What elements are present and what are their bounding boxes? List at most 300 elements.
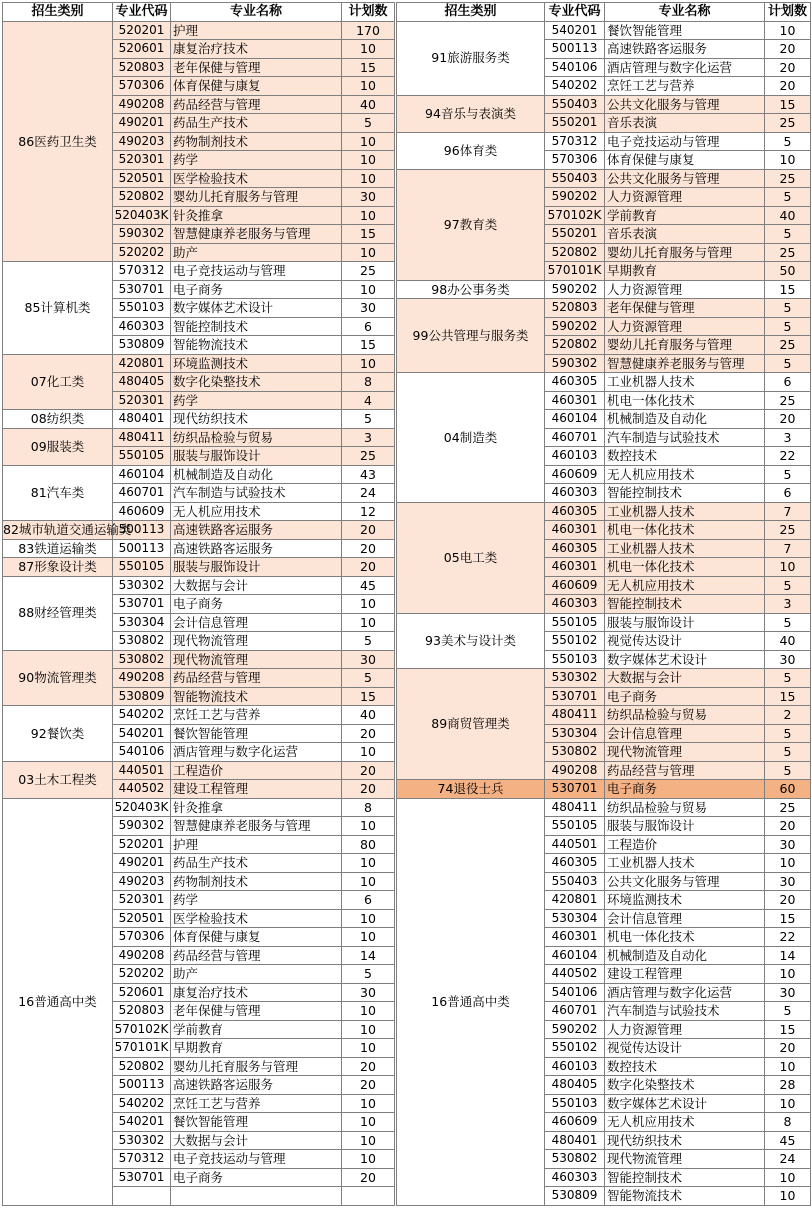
major-name-cell: 药学 bbox=[171, 151, 342, 170]
plan-count-cell: 10 bbox=[342, 1113, 395, 1132]
major-code-cell: 530809 bbox=[545, 1187, 605, 1206]
major-name-cell: 餐饮智能管理 bbox=[171, 724, 342, 743]
major-name-cell: 医学检验技术 bbox=[171, 909, 342, 928]
major-name-cell: 老年保健与管理 bbox=[605, 299, 765, 318]
plan-count-cell: 30 bbox=[342, 650, 395, 669]
category-cell: 81汽车类 bbox=[3, 465, 113, 521]
table-row bbox=[3, 761, 395, 780]
major-code-cell: 590302 bbox=[545, 354, 605, 373]
major-code-cell: 460609 bbox=[113, 502, 171, 521]
plan-count-cell: 20 bbox=[342, 1057, 395, 1076]
major-code-cell: 550201 bbox=[545, 225, 605, 244]
major-name-cell: 电子商务 bbox=[171, 1168, 342, 1187]
major-name-cell: 药品经营与管理 bbox=[171, 669, 342, 688]
major-name-cell: 建设工程管理 bbox=[171, 780, 342, 799]
category-cell: 90物流管理类 bbox=[3, 650, 113, 706]
major-code-cell: 440501 bbox=[545, 835, 605, 854]
major-code-cell: 480401 bbox=[545, 1131, 605, 1150]
table-row bbox=[3, 354, 395, 373]
major-name-cell: 智慧健康养老服务与管理 bbox=[171, 225, 342, 244]
table-row bbox=[3, 428, 395, 447]
header-code: 专业代码 bbox=[113, 3, 171, 22]
plan-count-cell: 43 bbox=[342, 465, 395, 484]
plan-count-cell: 5 bbox=[342, 669, 395, 688]
major-code-cell: 460103 bbox=[545, 1057, 605, 1076]
category-cell: 74退役士兵 bbox=[397, 780, 545, 799]
table-row bbox=[3, 650, 395, 669]
plan-count-cell: 24 bbox=[342, 484, 395, 503]
major-name-cell: 学前教育 bbox=[171, 1020, 342, 1039]
major-code-cell: 500113 bbox=[113, 1076, 171, 1095]
major-code-cell: 570306 bbox=[113, 928, 171, 947]
major-code-cell: 500113 bbox=[545, 40, 605, 59]
category-cell: 16普通高中类 bbox=[397, 798, 545, 1205]
plan-count-cell: 20 bbox=[765, 1039, 811, 1058]
major-code-cell: 590202 bbox=[545, 317, 605, 336]
plan-count-cell: 15 bbox=[342, 58, 395, 77]
major-code-cell: 570102K bbox=[113, 1020, 171, 1039]
plan-count-cell: 6 bbox=[342, 891, 395, 910]
major-code-cell: 550102 bbox=[545, 632, 605, 651]
major-name-cell: 现代物流管理 bbox=[605, 1150, 765, 1169]
plan-count-cell: 5 bbox=[765, 613, 811, 632]
major-name-cell: 会计信息管理 bbox=[171, 613, 342, 632]
major-name-cell: 康复治疗技术 bbox=[171, 40, 342, 59]
major-code-cell: 490203 bbox=[113, 872, 171, 891]
major-name-cell: 酒店管理与数字化运营 bbox=[605, 983, 765, 1002]
major-name-cell: 工业机器人技术 bbox=[605, 854, 765, 873]
plan-count-cell: 30 bbox=[765, 983, 811, 1002]
major-code-cell: 420801 bbox=[113, 354, 171, 373]
plan-count-cell: 30 bbox=[342, 983, 395, 1002]
header-name: 专业名称 bbox=[605, 3, 765, 22]
major-code-cell: 540202 bbox=[545, 77, 605, 96]
major-code-cell: 550105 bbox=[113, 558, 171, 577]
major-name-cell: 无人机应用技术 bbox=[605, 576, 765, 595]
major-name-cell: 视觉传达设计 bbox=[605, 632, 765, 651]
major-code-cell: 540202 bbox=[113, 1094, 171, 1113]
major-code-cell: 570312 bbox=[545, 132, 605, 151]
major-name-cell: 机械制造及自动化 bbox=[171, 465, 342, 484]
major-name-cell: 餐饮智能管理 bbox=[605, 21, 765, 40]
major-code-cell: 480405 bbox=[545, 1076, 605, 1095]
header-row bbox=[397, 3, 811, 22]
major-code-cell: 530302 bbox=[113, 576, 171, 595]
plan-count-cell: 5 bbox=[765, 465, 811, 484]
major-code-cell: 460305 bbox=[545, 539, 605, 558]
major-code-cell: 520202 bbox=[113, 243, 171, 262]
plan-count-cell: 10 bbox=[342, 169, 395, 188]
major-name-cell: 音乐表演 bbox=[605, 114, 765, 133]
major-code-cell: 590202 bbox=[545, 1020, 605, 1039]
plan-count-cell: 10 bbox=[765, 151, 811, 170]
major-code-cell: 530701 bbox=[113, 1168, 171, 1187]
major-name-cell: 环境监测技术 bbox=[605, 891, 765, 910]
plan-count-cell: 30 bbox=[765, 650, 811, 669]
plan-count-cell: 10 bbox=[342, 613, 395, 632]
major-name-cell: 针灸推拿 bbox=[171, 798, 342, 817]
left-table-body bbox=[3, 21, 395, 1205]
major-code-cell: 530302 bbox=[113, 1131, 171, 1150]
major-name-cell: 电子商务 bbox=[605, 687, 765, 706]
plan-count-cell: 25 bbox=[765, 798, 811, 817]
major-code-cell: 590302 bbox=[113, 225, 171, 244]
major-name-cell: 药品生产技术 bbox=[171, 114, 342, 133]
major-code-cell: 530701 bbox=[113, 280, 171, 299]
plan-count-cell: 10 bbox=[342, 1002, 395, 1021]
major-code-cell: 490208 bbox=[113, 669, 171, 688]
major-name-cell: 学前教育 bbox=[605, 206, 765, 225]
plan-count-cell: 10 bbox=[765, 854, 811, 873]
major-code-cell: 530304 bbox=[545, 909, 605, 928]
plan-count-cell: 25 bbox=[765, 521, 811, 540]
major-name-cell: 体育保健与康复 bbox=[171, 928, 342, 947]
major-code-cell: 460701 bbox=[113, 484, 171, 503]
major-code-cell: 530302 bbox=[545, 669, 605, 688]
plan-count-cell: 40 bbox=[765, 632, 811, 651]
plan-count-cell: 25 bbox=[765, 114, 811, 133]
major-code-cell: 540201 bbox=[113, 724, 171, 743]
major-code-cell: 520802 bbox=[113, 1057, 171, 1076]
plan-count-cell: 5 bbox=[765, 317, 811, 336]
plan-count-cell: 10 bbox=[342, 1094, 395, 1113]
major-name-cell: 大数据与会计 bbox=[605, 669, 765, 688]
major-name-cell: 现代纺织技术 bbox=[171, 410, 342, 429]
plan-count-cell: 25 bbox=[765, 243, 811, 262]
major-name-cell: 数字媒体艺术设计 bbox=[605, 1094, 765, 1113]
major-name-cell: 药学 bbox=[171, 391, 342, 410]
major-code-cell: 460701 bbox=[545, 1002, 605, 1021]
major-code-cell: 520301 bbox=[113, 151, 171, 170]
plan-count-cell: 30 bbox=[765, 835, 811, 854]
major-name-cell: 电子竞技运动与管理 bbox=[605, 132, 765, 151]
major-name-cell: 现代物流管理 bbox=[171, 632, 342, 651]
plan-count-cell: 25 bbox=[765, 391, 811, 410]
major-code-cell: 570101K bbox=[113, 1039, 171, 1058]
table-row bbox=[397, 280, 811, 299]
major-name-cell: 早期教育 bbox=[605, 262, 765, 281]
plan-count-cell: 25 bbox=[765, 169, 811, 188]
major-name-cell: 机电一体化技术 bbox=[605, 558, 765, 577]
major-name-cell: 纺织品检验与贸易 bbox=[605, 706, 765, 725]
major-code-cell: 500113 bbox=[113, 539, 171, 558]
plan-count-cell: 8 bbox=[765, 1113, 811, 1132]
major-name-cell: 智慧健康养老服务与管理 bbox=[605, 354, 765, 373]
plan-count-cell: 15 bbox=[765, 909, 811, 928]
major-code-cell: 460609 bbox=[545, 576, 605, 595]
major-name-cell: 工业机器人技术 bbox=[605, 373, 765, 392]
major-name-cell: 婴幼儿托育服务与管理 bbox=[171, 188, 342, 207]
major-code-cell: 460305 bbox=[545, 373, 605, 392]
major-name-cell: 数字化染整技术 bbox=[171, 373, 342, 392]
major-code-cell: 550103 bbox=[545, 1094, 605, 1113]
plan-count-cell: 20 bbox=[342, 780, 395, 799]
plan-count-cell: 30 bbox=[342, 299, 395, 318]
major-name-cell: 工程造价 bbox=[171, 761, 342, 780]
major-code-cell: 490208 bbox=[113, 95, 171, 114]
plan-count-cell: 10 bbox=[765, 1187, 811, 1206]
major-name-cell: 酒店管理与数字化运营 bbox=[605, 58, 765, 77]
major-code-cell: 520301 bbox=[113, 391, 171, 410]
major-code-cell: 590202 bbox=[545, 280, 605, 299]
plan-count-cell: 10 bbox=[342, 1039, 395, 1058]
major-code-cell: 530802 bbox=[113, 650, 171, 669]
major-code-cell: 530304 bbox=[113, 613, 171, 632]
plan-count-cell: 10 bbox=[765, 1057, 811, 1076]
major-code-cell: 490208 bbox=[113, 946, 171, 965]
plan-count-cell: 10 bbox=[342, 1131, 395, 1150]
major-code-cell: 440502 bbox=[113, 780, 171, 799]
major-code-cell: 460303 bbox=[545, 484, 605, 503]
major-name-cell: 电子竞技运动与管理 bbox=[171, 262, 342, 281]
plan-count-cell: 10 bbox=[342, 1020, 395, 1039]
plan-count-cell: 5 bbox=[765, 576, 811, 595]
major-code-cell: 460104 bbox=[113, 465, 171, 484]
major-name-cell: 电子竞技运动与管理 bbox=[171, 1150, 342, 1169]
plan-count-cell: 20 bbox=[765, 77, 811, 96]
major-code-cell: 520803 bbox=[113, 58, 171, 77]
plan-count-cell: 40 bbox=[342, 95, 395, 114]
plan-count-cell: 25 bbox=[342, 447, 395, 466]
major-name-cell: 药品生产技术 bbox=[171, 854, 342, 873]
major-code-cell bbox=[113, 1187, 171, 1206]
plan-count-cell: 40 bbox=[342, 706, 395, 725]
header-plan: 计划数 bbox=[765, 3, 811, 22]
table-row bbox=[397, 780, 811, 799]
major-code-cell: 550403 bbox=[545, 169, 605, 188]
major-name-cell: 药学 bbox=[171, 891, 342, 910]
major-name-cell: 数字媒体艺术设计 bbox=[171, 299, 342, 318]
major-name-cell: 高速铁路客运服务 bbox=[171, 1076, 342, 1095]
plan-count-cell: 10 bbox=[765, 1094, 811, 1113]
major-code-cell: 550102 bbox=[545, 1039, 605, 1058]
table-row bbox=[3, 558, 395, 577]
major-name-cell: 公共文化服务与管理 bbox=[605, 169, 765, 188]
plan-count-cell: 40 bbox=[765, 206, 811, 225]
major-code-cell: 460103 bbox=[545, 447, 605, 466]
major-name-cell: 服装与服饰设计 bbox=[605, 613, 765, 632]
major-code-cell: 520501 bbox=[113, 169, 171, 188]
plan-count-cell: 15 bbox=[765, 95, 811, 114]
major-code-cell: 490203 bbox=[113, 132, 171, 151]
plan-count-cell: 5 bbox=[765, 354, 811, 373]
major-name-cell: 婴幼儿托育服务与管理 bbox=[171, 1057, 342, 1076]
header-name: 专业名称 bbox=[171, 3, 342, 22]
major-name-cell: 体育保健与康复 bbox=[171, 77, 342, 96]
major-name-cell: 电子商务 bbox=[171, 280, 342, 299]
major-name-cell: 环境监测技术 bbox=[171, 354, 342, 373]
table-row bbox=[3, 576, 395, 595]
plan-count-cell: 10 bbox=[342, 743, 395, 762]
major-name-cell: 现代物流管理 bbox=[171, 650, 342, 669]
major-name-cell: 工业机器人技术 bbox=[605, 539, 765, 558]
plan-count-cell: 3 bbox=[765, 595, 811, 614]
table-row bbox=[397, 299, 811, 318]
right-enrollment-table bbox=[396, 2, 811, 1206]
table-row bbox=[3, 706, 395, 725]
major-code-cell: 570312 bbox=[113, 262, 171, 281]
major-code-cell: 520601 bbox=[113, 40, 171, 59]
table-row bbox=[397, 373, 811, 392]
plan-count-cell: 3 bbox=[342, 428, 395, 447]
plan-count-cell: 10 bbox=[342, 77, 395, 96]
major-code-cell: 540201 bbox=[545, 21, 605, 40]
major-code-cell: 460303 bbox=[545, 1168, 605, 1187]
category-cell: 86医药卫生类 bbox=[3, 21, 113, 262]
plan-count-cell: 5 bbox=[765, 761, 811, 780]
plan-count-cell: 24 bbox=[765, 1150, 811, 1169]
plan-count-cell: 5 bbox=[765, 188, 811, 207]
plan-count-cell: 10 bbox=[342, 206, 395, 225]
category-cell: 93美术与设计类 bbox=[397, 613, 545, 669]
plan-count-cell: 5 bbox=[342, 632, 395, 651]
major-code-cell: 490201 bbox=[113, 854, 171, 873]
header-row bbox=[3, 3, 395, 22]
major-code-cell: 530701 bbox=[113, 595, 171, 614]
plan-count-cell: 5 bbox=[765, 1002, 811, 1021]
major-code-cell: 550105 bbox=[545, 817, 605, 836]
major-code-cell: 530701 bbox=[545, 687, 605, 706]
major-name-cell: 药品经营与管理 bbox=[605, 761, 765, 780]
plan-count-cell: 22 bbox=[765, 928, 811, 947]
major-code-cell: 420801 bbox=[545, 891, 605, 910]
plan-count-cell: 5 bbox=[765, 724, 811, 743]
major-name-cell: 无人机应用技术 bbox=[605, 1113, 765, 1132]
plan-count-cell: 12 bbox=[342, 502, 395, 521]
major-name-cell: 大数据与会计 bbox=[171, 1131, 342, 1150]
major-code-cell: 530802 bbox=[545, 743, 605, 762]
plan-count-cell: 45 bbox=[765, 1131, 811, 1150]
major-name-cell: 早期教育 bbox=[171, 1039, 342, 1058]
plan-count-cell: 10 bbox=[342, 243, 395, 262]
major-code-cell: 520403K bbox=[113, 798, 171, 817]
plan-count-cell: 20 bbox=[342, 539, 395, 558]
category-cell: 04制造类 bbox=[397, 373, 545, 503]
major-name-cell: 高速铁路客运服务 bbox=[171, 539, 342, 558]
plan-count-cell: 5 bbox=[342, 114, 395, 133]
plan-count-cell: 10 bbox=[765, 965, 811, 984]
plan-count-cell: 30 bbox=[765, 872, 811, 891]
category-cell: 92餐饮类 bbox=[3, 706, 113, 762]
category-cell: 09服装类 bbox=[3, 428, 113, 465]
major-name-cell: 现代物流管理 bbox=[605, 743, 765, 762]
major-code-cell: 460609 bbox=[545, 465, 605, 484]
major-name-cell: 老年保健与管理 bbox=[171, 58, 342, 77]
major-name-cell: 智能控制技术 bbox=[605, 595, 765, 614]
major-name-cell: 烹饪工艺与营养 bbox=[171, 706, 342, 725]
category-cell: 85计算机类 bbox=[3, 262, 113, 355]
major-name-cell: 公共文化服务与管理 bbox=[605, 95, 765, 114]
plan-count-cell: 5 bbox=[342, 965, 395, 984]
major-name-cell: 高速铁路客运服务 bbox=[605, 40, 765, 59]
major-name-cell: 体育保健与康复 bbox=[605, 151, 765, 170]
major-name-cell: 无人机应用技术 bbox=[171, 502, 342, 521]
plan-count-cell: 20 bbox=[342, 724, 395, 743]
plan-count-cell: 10 bbox=[342, 132, 395, 151]
plan-count-cell: 10 bbox=[342, 854, 395, 873]
major-name-cell: 数字化染整技术 bbox=[605, 1076, 765, 1095]
major-code-cell: 520301 bbox=[113, 891, 171, 910]
plan-count-cell: 170 bbox=[342, 21, 395, 40]
major-code-cell: 550103 bbox=[545, 650, 605, 669]
plan-count-cell: 10 bbox=[342, 40, 395, 59]
major-code-cell: 460303 bbox=[113, 317, 171, 336]
category-cell: 96体育类 bbox=[397, 132, 545, 169]
major-name-cell: 智能物流技术 bbox=[605, 1187, 765, 1206]
major-name-cell: 无人机应用技术 bbox=[605, 465, 765, 484]
plan-count-cell: 20 bbox=[342, 761, 395, 780]
major-name-cell: 数控技术 bbox=[605, 447, 765, 466]
major-name-cell: 电子商务 bbox=[605, 780, 765, 799]
major-name-cell: 护理 bbox=[171, 835, 342, 854]
major-code-cell: 460609 bbox=[545, 1113, 605, 1132]
header-category: 招生类别 bbox=[3, 3, 113, 22]
major-name-cell: 人力资源管理 bbox=[605, 188, 765, 207]
major-name-cell: 公共文化服务与管理 bbox=[605, 872, 765, 891]
major-name-cell: 婴幼儿托育服务与管理 bbox=[605, 243, 765, 262]
major-code-cell: 520803 bbox=[545, 299, 605, 318]
plan-count-cell: 30 bbox=[342, 188, 395, 207]
table-row bbox=[397, 95, 811, 114]
plan-count-cell: 10 bbox=[342, 817, 395, 836]
table-row bbox=[3, 521, 395, 540]
plan-count-cell: 10 bbox=[342, 872, 395, 891]
plan-count-cell: 5 bbox=[765, 743, 811, 762]
plan-count-cell: 28 bbox=[765, 1076, 811, 1095]
major-name-cell: 餐饮智能管理 bbox=[171, 1113, 342, 1132]
major-code-cell: 520802 bbox=[113, 188, 171, 207]
major-name-cell: 建设工程管理 bbox=[605, 965, 765, 984]
major-name-cell: 助产 bbox=[171, 965, 342, 984]
plan-count-cell: 5 bbox=[765, 225, 811, 244]
table-row bbox=[397, 669, 811, 688]
major-name-cell: 纺织品检验与贸易 bbox=[605, 798, 765, 817]
major-name-cell: 助产 bbox=[171, 243, 342, 262]
major-code-cell: 590302 bbox=[113, 817, 171, 836]
major-name-cell: 汽车制造与试验技术 bbox=[171, 484, 342, 503]
plan-count-cell: 10 bbox=[765, 558, 811, 577]
plan-count-cell: 15 bbox=[765, 687, 811, 706]
major-name-cell: 汽车制造与试验技术 bbox=[605, 428, 765, 447]
table-row bbox=[3, 539, 395, 558]
plan-count-cell: 14 bbox=[342, 946, 395, 965]
major-name-cell: 药物制剂技术 bbox=[171, 872, 342, 891]
major-code-cell: 520501 bbox=[113, 909, 171, 928]
major-code-cell: 460301 bbox=[545, 521, 605, 540]
major-name-cell: 音乐表演 bbox=[605, 225, 765, 244]
major-name-cell: 针灸推拿 bbox=[171, 206, 342, 225]
plan-count-cell bbox=[342, 1187, 395, 1206]
major-code-cell: 520201 bbox=[113, 835, 171, 854]
major-code-cell: 520802 bbox=[545, 336, 605, 355]
major-code-cell: 490201 bbox=[113, 114, 171, 133]
table-row bbox=[3, 262, 395, 281]
category-cell: 05电工类 bbox=[397, 502, 545, 613]
major-name-cell: 护理 bbox=[171, 21, 342, 40]
plan-count-cell: 10 bbox=[342, 1150, 395, 1169]
major-name-cell: 药品经营与管理 bbox=[171, 95, 342, 114]
plan-count-cell: 20 bbox=[765, 58, 811, 77]
major-name-cell: 人力资源管理 bbox=[605, 317, 765, 336]
major-code-cell: 460301 bbox=[545, 391, 605, 410]
major-name-cell: 会计信息管理 bbox=[605, 724, 765, 743]
major-name-cell: 数控技术 bbox=[605, 1057, 765, 1076]
category-cell: 82城市轨道交通运输类 bbox=[3, 522, 132, 537]
major-name-cell: 机电一体化技术 bbox=[605, 521, 765, 540]
major-code-cell: 440501 bbox=[113, 761, 171, 780]
major-name-cell: 机电一体化技术 bbox=[605, 391, 765, 410]
major-name-cell: 机械制造及自动化 bbox=[605, 946, 765, 965]
